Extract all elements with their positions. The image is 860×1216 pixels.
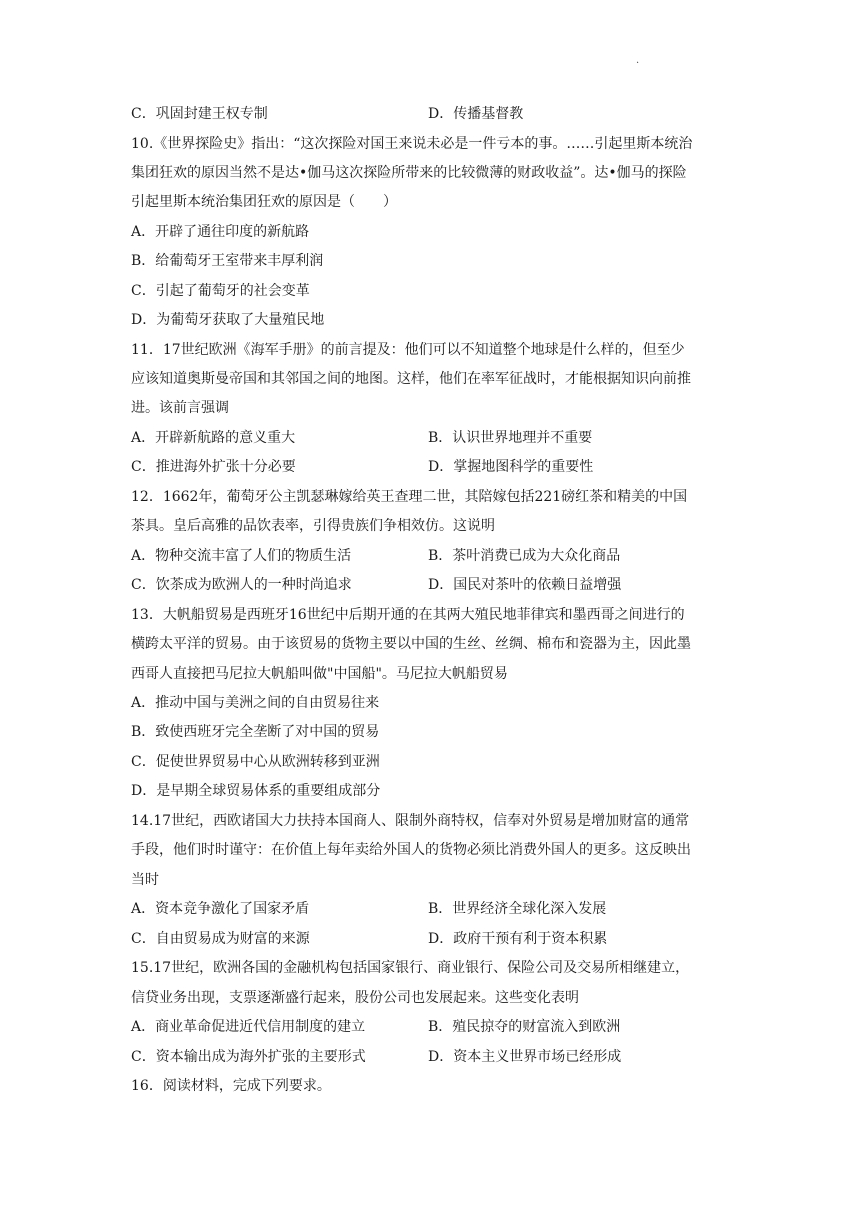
q11-stem-line: 应该知道奥斯曼帝国和其邻国之间的地图。这样，他们在率军征战时，才能根据知识向前推 [131, 371, 691, 387]
q13-option-a: A．推动中国与美洲之间的自由贸易往来 [131, 695, 380, 711]
q12-stem-line: 茶具。皇后高雅的品饮表率，引得贵族们争相效仿。这说明 [131, 518, 495, 534]
q12-option-c: C．饮茶成为欧洲人的一种时尚追求 [131, 577, 352, 593]
q11-option-c: C．推进海外扩张十分必要 [131, 459, 296, 475]
q10-option-c: C．引起了葡萄牙的社会变革 [131, 283, 310, 299]
q10-option-d: D．为葡萄牙获取了大量殖民地 [131, 312, 325, 328]
q11-stem-line: 11．17世纪欧洲《海军手册》的前言提及：他们可以不知道整个地球是什么样的，但至少 [131, 342, 685, 358]
q15-option-a: A．商业革命促进近代信用制度的建立 [131, 1019, 366, 1035]
q16-stem-line: 16．阅读材料，完成下列要求。 [131, 1078, 331, 1094]
q14-option-a: A．资本竞争激化了国家矛盾 [131, 901, 310, 917]
q12-option-b: B．茶叶消费已成为大众化商品 [428, 548, 621, 564]
q9-option-c: C．巩固封建王权专制 [131, 106, 268, 122]
q13-stem-line: 横跨太平洋的贸易。由于该贸易的货物主要以中国的生丝、丝绸、棉布和瓷器为主，因此墨 [131, 636, 691, 652]
q13-stem-line: 西哥人直接把马尼拉大帆船叫做"中国船"。马尼拉大帆船贸易 [131, 666, 508, 682]
q11-option-b: B．认识世界地理并不重要 [428, 430, 593, 446]
q13-option-b: B．致使西班牙完全垄断了对中国的贸易 [131, 724, 380, 740]
q10-stem-line: 10.《世界探险史》指出：“这次探险对国王来说未必是一件亏本的事。……引起里斯本统治 [131, 136, 693, 152]
header-dot: · [636, 58, 640, 69]
q11-option-a: A．开辟新航路的意义重大 [131, 430, 296, 446]
q14-option-b: B．世界经济全球化深入发展 [428, 901, 607, 917]
q11-option-d: D．掌握地图科学的重要性 [428, 459, 594, 475]
q15-option-b: B．殖民掠夺的财富流入到欧洲 [428, 1019, 621, 1035]
q10-stem-line: 引起里斯本统治集团狂欢的原因是（ ） [131, 194, 397, 210]
q14-stem-line: 当时 [131, 872, 159, 888]
q10-stem-line: 集团狂欢的原因当然不是达•伽马这次探险所带来的比较微薄的财政收益”。达•伽马的探险 [131, 165, 687, 181]
q10-option-a: A．开辟了通往印度的新航路 [131, 224, 310, 240]
q13-option-c: C．促使世界贸易中心从欧洲转移到亚洲 [131, 754, 380, 770]
q13-stem-line: 13．大帆船贸易是西班牙16世纪中后期开通的在其两大殖民地菲律宾和墨西哥之间进行的 [131, 607, 685, 623]
q11-stem-line: 进。该前言强调 [131, 400, 229, 416]
q10-option-b: B．给葡萄牙王室带来丰厚利润 [131, 253, 324, 269]
q15-stem-line: 信贷业务出现，支票逐渐盛行起来，股份公司也发展起来。这些变化表明 [131, 990, 579, 1006]
q12-option-a: A．物种交流丰富了人们的物质生活 [131, 548, 352, 564]
q9-option-d: D．传播基督教 [428, 106, 524, 122]
q15-stem-line: 15.17世纪，欧洲各国的金融机构包括国家银行、商业银行、保险公司及交易所相继建立， [131, 960, 690, 976]
q14-option-c: C．自由贸易成为财富的来源 [131, 931, 310, 947]
q12-option-d: D．国民对茶叶的依赖日益增强 [428, 577, 622, 593]
q14-option-d: D．政府干预有利于资本积累 [428, 931, 608, 947]
q13-option-d: D．是早期全球贸易体系的重要组成部分 [131, 783, 381, 799]
q14-stem-line: 14.17世纪，西欧诸国大力扶持本国商人、限制外商特权，信奉对外贸易是增加财富的通常 [131, 813, 690, 829]
q12-stem-line: 12．1662年，葡萄牙公主凯瑟琳嫁给英王查理二世，其陪嫁包括221磅红茶和精美的中国 [131, 489, 688, 505]
q15-option-d: D．资本主义世界市场已经形成 [428, 1049, 622, 1065]
q15-option-c: C．资本输出成为海外扩张的主要形式 [131, 1049, 366, 1065]
q14-stem-line: 手段，他们时时谨守：在价值上每年卖给外国人的货物必须比消费外国人的更多。这反映出 [131, 842, 691, 858]
